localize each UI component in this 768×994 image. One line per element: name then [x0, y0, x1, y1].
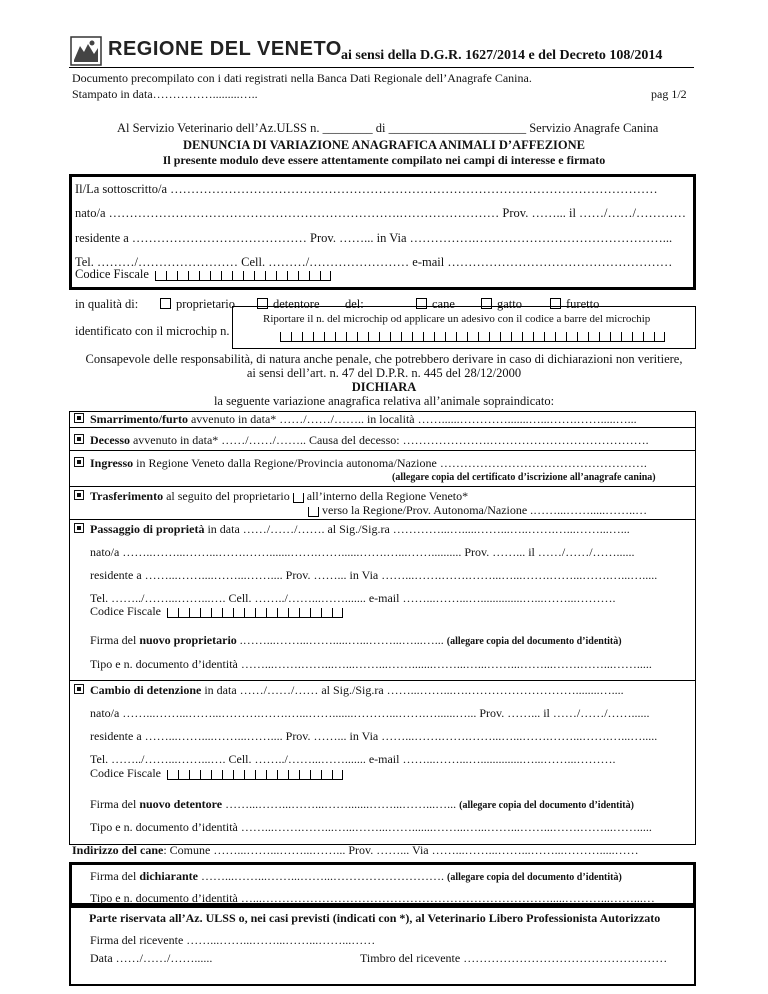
- cd-signature-role: nuovo detentore: [139, 797, 223, 811]
- address-line: Al Servizio Veterinario dell’Az.ULSS n. ________ di ______________________ Servizio Anagrafe Canina: [117, 121, 659, 135]
- items-rule-4: [69, 519, 696, 520]
- trasferimento-option-2-label[interactable]: verso la Regione/Prov. Autonoma/Nazione .……...…….....……..…: [319, 503, 648, 517]
- logo-text: REGIONE DEL VENETO: [108, 38, 342, 60]
- quality-label: in qualità di:: [75, 297, 139, 311]
- dog-address-fields[interactable]: : Comune ……...……...……...……... Prov. ……... Via ……...……...……...……...……….....……: [163, 843, 639, 857]
- trasferimento-label: Trasferimento: [90, 489, 164, 503]
- cd-signature-field[interactable]: ……...……...……...…….......……...……...…...: [222, 797, 460, 811]
- cd-fiscal-code[interactable]: [90, 766, 343, 781]
- cd-signature[interactable]: [90, 797, 634, 812]
- pp-signature-note: (allegare copia del documento d’identità): [446, 636, 622, 647]
- ingresso-fields[interactable]: in Regione Veneto dalla Regione/Provincia autonoma/Nazione …………………………………………….: [133, 456, 647, 470]
- microchip-digit-cells[interactable]: [280, 331, 665, 342]
- pp-birth-field[interactable]: nato/a ……..……...……...…….…….......…….……......…….…...…….......... Prov. ……... il ……/……/……......: [90, 545, 635, 559]
- doc-subtitle: Il presente modulo deve essere attentamente compilato nei campi di interesse e firmato: [162, 153, 606, 167]
- ingresso-label: Ingresso: [90, 456, 134, 470]
- reserved-title: Parte riservata all’Az. ULSS o, nei casi previsti (indicati con *), al Veterinario Libero Professionista Autorizzato: [89, 911, 661, 925]
- trasferimento-text: al seguito del proprietario: [163, 489, 290, 503]
- checkbox-icon[interactable]: [74, 434, 84, 444]
- trasferimento-option-2[interactable]: [308, 506, 319, 517]
- declarant-fiscal-code[interactable]: [75, 267, 331, 282]
- consapevole-line-1: Consapevole delle responsabilità, di natura anche penale, che potrebbero derivare in caso di dichiarazioni non veritiere,: [85, 352, 683, 366]
- cd-signature-prefix: Firma del: [90, 797, 140, 811]
- region-emblem-icon: [70, 36, 102, 66]
- declarant-document-field[interactable]: Tipo e n. documento d’identità …...……………………………………………………………….....………...……...…: [90, 891, 655, 905]
- pp-document-field[interactable]: Tipo e n. documento d’identità ……...…….……...…...……...…….......……...…...……...……...…….……...…….....: [90, 657, 652, 671]
- option-detentore-label: detentore: [273, 297, 320, 311]
- cd-fiscal-label: Codice Fiscale: [90, 766, 161, 780]
- declarant-contact-field[interactable]: Tel. ………/…………………… Cell. ………/…………………… e-mail ………………………………………………: [75, 255, 673, 269]
- pp-contact-field[interactable]: Tel. ……../……...……...…. Cell. ……../……...……....... e-mail ……...……...…..............…...……...……….: [90, 591, 616, 605]
- cd-residence-field[interactable]: residente a ……...……....……...…….... Prov. ……... in Via ……...…….…….……...…...…….……...…….…...….....: [90, 729, 658, 743]
- item-passaggio[interactable]: [74, 522, 630, 537]
- pp-residence-field[interactable]: residente a ……...……....……...…….... Prov. ……... in Via ……...…….…….……...…...…….……...…….…...….....: [90, 568, 658, 582]
- checkbox-icon[interactable]: [74, 457, 84, 467]
- pp-signature-prefix: Firma del: [90, 633, 140, 647]
- microchip-label: identificato con il microchip n.: [75, 324, 230, 338]
- declarant-signature-note: (allegare copia del documento d’identità): [447, 872, 622, 883]
- declarant-signature-role: dichiarante: [139, 869, 198, 883]
- declarant-signature[interactable]: [90, 869, 622, 884]
- items-rule-3: [69, 486, 696, 487]
- dog-address[interactable]: [72, 843, 639, 858]
- item-trasferimento[interactable]: [74, 489, 468, 504]
- decesso-fields[interactable]: avvenuto in data* ……/……/…….. Causa del decesso: ………………….………………………………….: [129, 433, 649, 447]
- pp-fiscal-code[interactable]: [90, 604, 343, 619]
- option-furetto-label: furetto: [566, 297, 600, 311]
- page-number: pag 1/2: [651, 87, 687, 101]
- trasferimento-option-1-label: all’interno della Regione Veneto*: [303, 489, 469, 503]
- header-note: Documento precompilato con i dati registrati nella Banca Dati Regionale dell’Anagrafe Canina.: [72, 71, 532, 85]
- item-detenzione[interactable]: [74, 683, 624, 698]
- option-gatto-label: gatto: [497, 297, 522, 311]
- microchip-note: Riportare il n. del microchip od applicare un adesivo con il codice a barre del microchip: [263, 313, 651, 325]
- detenzione-fields[interactable]: in data ……/……/…… al Sig./Sig.ra ……...……...….………………………........…....: [201, 683, 624, 697]
- declarant-signature-field[interactable]: ……...……...……...……...……………………….: [198, 869, 447, 883]
- declarant-name-field[interactable]: Il/La sottoscritto/a ………………………………………………………………………………………………………: [75, 182, 658, 196]
- option-proprietario-label: proprietario: [176, 297, 236, 311]
- passaggio-fields[interactable]: in data ……/……/……. al Sig./Sig.ra …………...….....……...…..…….…...……...…...: [204, 522, 630, 536]
- declarant-signature-prefix: Firma del: [90, 869, 140, 883]
- dichiara-sub: la seguente variazione anagrafica relativa all’animale sopraindicato:: [213, 394, 555, 408]
- checkbox-icon[interactable]: [74, 684, 84, 694]
- detenzione-label: Cambio di detenzione: [90, 683, 202, 697]
- consapevole-line-2: ai sensi dell’art. n. 47 del D.P.R. n. 445 del 28/12/2000: [246, 366, 522, 380]
- pp-signature-role: nuovo proprietario: [139, 633, 237, 647]
- cd-birth-field[interactable]: nato/a ……...……...……...……….…….…...…….......………...…….…......…... Prov. ……... il ……/……/……......: [90, 706, 650, 720]
- item-decesso[interactable]: [74, 433, 649, 448]
- reserved-date[interactable]: Data ……/……/……......: [90, 951, 213, 965]
- pp-signature[interactable]: [90, 633, 622, 648]
- pp-fiscal-cells[interactable]: [167, 607, 343, 618]
- smarrimento-fields[interactable]: avvenuto in data* ……/……/…….. in località ……......………….......…...…….…….....…...: [187, 412, 637, 426]
- trasferimento-row-2[interactable]: [308, 503, 647, 518]
- checkbox-icon[interactable]: [160, 298, 171, 309]
- item-smarrimento[interactable]: [74, 412, 637, 427]
- pp-signature-field[interactable]: .……...……...…….....…...……...…...…...: [236, 633, 447, 647]
- dog-address-label: Indirizzo del cane: [72, 843, 164, 857]
- header-title: ai sensi della D.G.R. 1627/2014 e del Decreto 108/2014: [341, 48, 663, 63]
- reserved-recipient-signature[interactable]: Firma del ricevente ……...……...……...……...……...……: [90, 933, 376, 947]
- pp-fiscal-label: Codice Fiscale: [90, 604, 161, 618]
- quality-del: del:: [345, 297, 364, 311]
- trasferimento-option-1[interactable]: [293, 492, 304, 503]
- declarant-birth-field[interactable]: nato/a …………………………………………………………….…………………… Prov. ……... il ……/……/…………: [75, 206, 686, 220]
- cd-fiscal-cells[interactable]: [167, 769, 343, 780]
- cd-document-field[interactable]: Tipo e n. documento d’identità ……...…….……...…...……...…….......……...…...……...……...…….……...…….....: [90, 820, 652, 834]
- fiscal-code-label: Codice Fiscale: [75, 267, 149, 281]
- dichiara-heading: DICHIARA: [351, 380, 417, 394]
- cd-signature-note: (allegare copia del documento d’identità): [459, 800, 634, 811]
- header-rule: [69, 67, 694, 68]
- option-proprietario[interactable]: [160, 297, 235, 312]
- reserved-stamp[interactable]: Timbro del ricevente ……………………………………………: [360, 951, 668, 965]
- doc-title: DENUNCIA DI VARIAZIONE ANAGRAFICA ANIMALI D’AFFEZIONE: [182, 138, 586, 152]
- smarrimento-label: Smarrimento/furto: [90, 412, 188, 426]
- passaggio-label: Passaggio di proprietà: [90, 522, 205, 536]
- ingresso-note: (allegare copia del certificato d’iscrizione all’anagrafe canina): [392, 472, 656, 483]
- checkbox-icon[interactable]: [74, 523, 84, 533]
- checkbox-icon[interactable]: [74, 413, 84, 423]
- fiscal-code-cells[interactable]: [155, 270, 331, 281]
- option-cane-label: cane: [432, 297, 455, 311]
- declarant-residence-field[interactable]: residente a …………………………………… Prov. ……... in Via …………….………………………………………...: [75, 231, 673, 245]
- cd-contact-field[interactable]: Tel. ……../……...……...…. Cell. ……../……...……....... e-mail ……...……...…..............…...……...……….: [90, 752, 616, 766]
- checkbox-icon[interactable]: [74, 490, 84, 500]
- items-rule-2: [69, 450, 696, 451]
- decesso-label: Decesso: [90, 433, 130, 447]
- printed-date: Stampato in data…………….........…..: [72, 87, 258, 101]
- microchip-cells[interactable]: [280, 328, 665, 343]
- items-rule-1: [69, 427, 696, 428]
- item-ingresso[interactable]: [74, 456, 647, 471]
- items-rule-5: [69, 680, 696, 681]
